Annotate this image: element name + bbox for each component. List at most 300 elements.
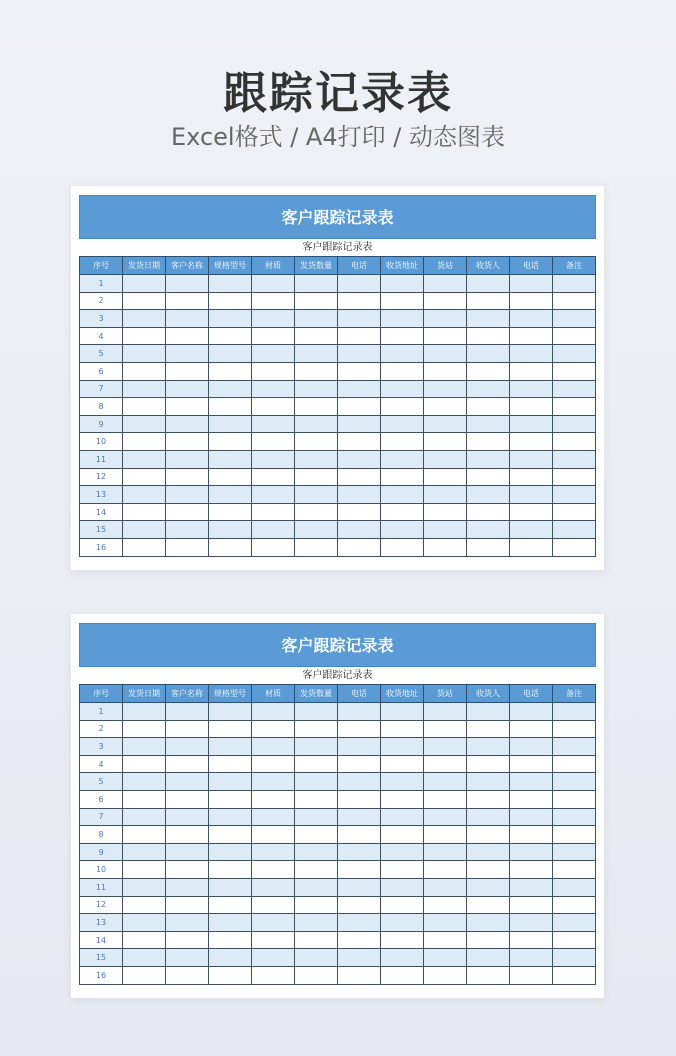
table-cell[interactable] xyxy=(381,738,424,756)
table-cell[interactable] xyxy=(166,931,209,949)
table-cell[interactable] xyxy=(166,720,209,738)
table-cell[interactable] xyxy=(166,703,209,721)
table-cell[interactable] xyxy=(166,843,209,861)
table-cell[interactable] xyxy=(209,398,252,416)
table-cell[interactable] xyxy=(252,380,295,398)
row-number-cell[interactable]: 8 xyxy=(80,398,123,416)
table-cell[interactable] xyxy=(123,720,166,738)
table-cell[interactable] xyxy=(467,380,510,398)
table-cell[interactable] xyxy=(338,433,381,451)
table-cell[interactable] xyxy=(553,468,596,486)
table-cell[interactable] xyxy=(252,345,295,363)
table-cell[interactable] xyxy=(338,503,381,521)
table-cell[interactable] xyxy=(338,345,381,363)
table-cell[interactable] xyxy=(424,790,467,808)
row-number-cell[interactable]: 7 xyxy=(80,808,123,826)
table-cell[interactable] xyxy=(510,362,553,380)
table-cell[interactable] xyxy=(467,433,510,451)
table-cell[interactable] xyxy=(209,380,252,398)
table-cell[interactable] xyxy=(553,521,596,539)
table-cell[interactable] xyxy=(424,826,467,844)
table-cell[interactable] xyxy=(166,790,209,808)
table-cell[interactable] xyxy=(252,292,295,310)
table-cell[interactable] xyxy=(467,931,510,949)
table-cell[interactable] xyxy=(209,914,252,932)
table-cell[interactable] xyxy=(381,275,424,293)
table-cell[interactable] xyxy=(252,450,295,468)
table-cell[interactable] xyxy=(295,843,338,861)
table-cell[interactable] xyxy=(381,538,424,556)
table-cell[interactable] xyxy=(553,861,596,879)
table-cell[interactable] xyxy=(252,468,295,486)
table-cell[interactable] xyxy=(510,433,553,451)
table-cell[interactable] xyxy=(252,931,295,949)
table-cell[interactable] xyxy=(252,720,295,738)
table-cell[interactable] xyxy=(166,914,209,932)
table-cell[interactable] xyxy=(338,808,381,826)
table-cell[interactable] xyxy=(252,966,295,984)
table-cell[interactable] xyxy=(510,738,553,756)
table-cell[interactable] xyxy=(338,521,381,539)
table-cell[interactable] xyxy=(252,826,295,844)
table-cell[interactable] xyxy=(209,931,252,949)
table-cell[interactable] xyxy=(123,790,166,808)
table-cell[interactable] xyxy=(166,433,209,451)
table-cell[interactable] xyxy=(381,808,424,826)
row-number-cell[interactable]: 4 xyxy=(80,327,123,345)
table-cell[interactable] xyxy=(123,703,166,721)
table-cell[interactable] xyxy=(166,415,209,433)
table-cell[interactable] xyxy=(553,486,596,504)
table-cell[interactable] xyxy=(123,738,166,756)
table-cell[interactable] xyxy=(424,738,467,756)
table-cell[interactable] xyxy=(381,345,424,363)
table-cell[interactable] xyxy=(381,398,424,416)
table-cell[interactable] xyxy=(553,966,596,984)
table-cell[interactable] xyxy=(295,861,338,879)
row-number-cell[interactable]: 11 xyxy=(80,450,123,468)
table-cell[interactable] xyxy=(381,468,424,486)
table-cell[interactable] xyxy=(252,843,295,861)
table-cell[interactable] xyxy=(295,468,338,486)
table-cell[interactable] xyxy=(424,486,467,504)
table-cell[interactable] xyxy=(209,703,252,721)
table-cell[interactable] xyxy=(295,275,338,293)
table-cell[interactable] xyxy=(338,843,381,861)
table-cell[interactable] xyxy=(166,808,209,826)
table-cell[interactable] xyxy=(209,292,252,310)
table-cell[interactable] xyxy=(381,896,424,914)
table-cell[interactable] xyxy=(338,486,381,504)
table-cell[interactable] xyxy=(209,468,252,486)
table-cell[interactable] xyxy=(123,826,166,844)
table-cell[interactable] xyxy=(338,896,381,914)
table-cell[interactable] xyxy=(424,861,467,879)
table-cell[interactable] xyxy=(381,415,424,433)
table-cell[interactable] xyxy=(510,275,553,293)
table-cell[interactable] xyxy=(553,327,596,345)
table-cell[interactable] xyxy=(553,703,596,721)
table-cell[interactable] xyxy=(381,790,424,808)
table-cell[interactable] xyxy=(467,521,510,539)
table-cell[interactable] xyxy=(209,790,252,808)
table-cell[interactable] xyxy=(252,327,295,345)
table-cell[interactable] xyxy=(467,773,510,791)
table-cell[interactable] xyxy=(295,790,338,808)
table-cell[interactable] xyxy=(424,415,467,433)
table-cell[interactable] xyxy=(510,327,553,345)
table-cell[interactable] xyxy=(123,808,166,826)
table-cell[interactable] xyxy=(510,720,553,738)
table-cell[interactable] xyxy=(381,826,424,844)
table-cell[interactable] xyxy=(467,720,510,738)
table-cell[interactable] xyxy=(338,878,381,896)
table-cell[interactable] xyxy=(295,433,338,451)
table-cell[interactable] xyxy=(553,914,596,932)
table-cell[interactable] xyxy=(209,773,252,791)
row-number-cell[interactable]: 15 xyxy=(80,521,123,539)
table-cell[interactable] xyxy=(252,755,295,773)
table-cell[interactable] xyxy=(510,755,553,773)
table-cell[interactable] xyxy=(338,362,381,380)
table-cell[interactable] xyxy=(166,826,209,844)
table-cell[interactable] xyxy=(424,468,467,486)
table-cell[interactable] xyxy=(467,703,510,721)
table-cell[interactable] xyxy=(381,433,424,451)
table-cell[interactable] xyxy=(553,896,596,914)
table-cell[interactable] xyxy=(252,362,295,380)
table-cell[interactable] xyxy=(424,843,467,861)
table-cell[interactable] xyxy=(467,292,510,310)
table-cell[interactable] xyxy=(252,896,295,914)
row-number-cell[interactable]: 8 xyxy=(80,826,123,844)
table-cell[interactable] xyxy=(553,362,596,380)
table-cell[interactable] xyxy=(166,896,209,914)
table-cell[interactable] xyxy=(209,896,252,914)
table-cell[interactable] xyxy=(424,808,467,826)
row-number-cell[interactable]: 14 xyxy=(80,931,123,949)
table-cell[interactable] xyxy=(510,790,553,808)
table-cell[interactable] xyxy=(252,878,295,896)
table-cell[interactable] xyxy=(295,720,338,738)
row-number-cell[interactable]: 9 xyxy=(80,843,123,861)
table-cell[interactable] xyxy=(467,275,510,293)
table-cell[interactable] xyxy=(553,450,596,468)
table-cell[interactable] xyxy=(467,398,510,416)
row-number-cell[interactable]: 6 xyxy=(80,362,123,380)
table-cell[interactable] xyxy=(295,327,338,345)
table-cell[interactable] xyxy=(553,310,596,328)
table-cell[interactable] xyxy=(295,310,338,328)
table-cell[interactable] xyxy=(381,843,424,861)
table-cell[interactable] xyxy=(510,538,553,556)
table-cell[interactable] xyxy=(510,966,553,984)
table-cell[interactable] xyxy=(338,826,381,844)
row-number-cell[interactable]: 13 xyxy=(80,486,123,504)
table-cell[interactable] xyxy=(338,327,381,345)
table-cell[interactable] xyxy=(123,310,166,328)
table-cell[interactable] xyxy=(252,398,295,416)
table-cell[interactable] xyxy=(338,914,381,932)
table-cell[interactable] xyxy=(166,362,209,380)
table-cell[interactable] xyxy=(295,486,338,504)
table-cell[interactable] xyxy=(295,738,338,756)
table-cell[interactable] xyxy=(209,450,252,468)
table-cell[interactable] xyxy=(295,398,338,416)
table-cell[interactable] xyxy=(424,345,467,363)
table-cell[interactable] xyxy=(338,380,381,398)
table-cell[interactable] xyxy=(252,538,295,556)
table-cell[interactable] xyxy=(338,720,381,738)
table-cell[interactable] xyxy=(424,292,467,310)
row-number-cell[interactable]: 4 xyxy=(80,755,123,773)
table-cell[interactable] xyxy=(209,966,252,984)
table-cell[interactable] xyxy=(209,433,252,451)
table-cell[interactable] xyxy=(295,703,338,721)
row-number-cell[interactable]: 2 xyxy=(80,292,123,310)
table-cell[interactable] xyxy=(338,538,381,556)
table-cell[interactable] xyxy=(123,468,166,486)
table-cell[interactable] xyxy=(338,310,381,328)
table-cell[interactable] xyxy=(553,738,596,756)
table-cell[interactable] xyxy=(295,949,338,967)
table-cell[interactable] xyxy=(123,362,166,380)
table-cell[interactable] xyxy=(123,878,166,896)
row-number-cell[interactable]: 10 xyxy=(80,433,123,451)
table-cell[interactable] xyxy=(295,826,338,844)
table-cell[interactable] xyxy=(252,808,295,826)
table-cell[interactable] xyxy=(252,275,295,293)
table-cell[interactable] xyxy=(510,380,553,398)
table-cell[interactable] xyxy=(424,398,467,416)
table-cell[interactable] xyxy=(467,538,510,556)
table-cell[interactable] xyxy=(123,755,166,773)
table-cell[interactable] xyxy=(381,362,424,380)
table-cell[interactable] xyxy=(123,914,166,932)
table-cell[interactable] xyxy=(467,310,510,328)
table-cell[interactable] xyxy=(166,380,209,398)
table-cell[interactable] xyxy=(467,503,510,521)
table-cell[interactable] xyxy=(424,275,467,293)
row-number-cell[interactable]: 2 xyxy=(80,720,123,738)
table-cell[interactable] xyxy=(510,896,553,914)
table-cell[interactable] xyxy=(553,345,596,363)
table-cell[interactable] xyxy=(510,292,553,310)
table-cell[interactable] xyxy=(295,931,338,949)
table-cell[interactable] xyxy=(381,503,424,521)
table-cell[interactable] xyxy=(252,521,295,539)
table-cell[interactable] xyxy=(553,949,596,967)
table-cell[interactable] xyxy=(338,773,381,791)
table-cell[interactable] xyxy=(209,327,252,345)
table-cell[interactable] xyxy=(553,826,596,844)
table-cell[interactable] xyxy=(123,398,166,416)
table-cell[interactable] xyxy=(424,433,467,451)
table-cell[interactable] xyxy=(510,468,553,486)
table-cell[interactable] xyxy=(467,362,510,380)
table-cell[interactable] xyxy=(424,896,467,914)
table-cell[interactable] xyxy=(123,949,166,967)
table-cell[interactable] xyxy=(467,415,510,433)
table-cell[interactable] xyxy=(123,486,166,504)
table-cell[interactable] xyxy=(166,966,209,984)
table-cell[interactable] xyxy=(166,861,209,879)
table-cell[interactable] xyxy=(424,327,467,345)
row-number-cell[interactable]: 6 xyxy=(80,790,123,808)
table-cell[interactable] xyxy=(381,861,424,879)
table-cell[interactable] xyxy=(424,773,467,791)
table-cell[interactable] xyxy=(553,931,596,949)
table-cell[interactable] xyxy=(510,861,553,879)
table-cell[interactable] xyxy=(209,738,252,756)
table-cell[interactable] xyxy=(295,292,338,310)
table-cell[interactable] xyxy=(295,345,338,363)
table-cell[interactable] xyxy=(295,521,338,539)
table-cell[interactable] xyxy=(123,521,166,539)
row-number-cell[interactable]: 13 xyxy=(80,914,123,932)
table-cell[interactable] xyxy=(295,362,338,380)
table-cell[interactable] xyxy=(381,755,424,773)
table-cell[interactable] xyxy=(553,790,596,808)
row-number-cell[interactable]: 7 xyxy=(80,380,123,398)
table-cell[interactable] xyxy=(510,503,553,521)
table-cell[interactable] xyxy=(381,521,424,539)
table-cell[interactable] xyxy=(467,755,510,773)
table-cell[interactable] xyxy=(295,538,338,556)
table-cell[interactable] xyxy=(209,878,252,896)
table-cell[interactable] xyxy=(467,966,510,984)
table-cell[interactable] xyxy=(123,843,166,861)
table-cell[interactable] xyxy=(381,878,424,896)
table-cell[interactable] xyxy=(424,755,467,773)
table-cell[interactable] xyxy=(381,327,424,345)
table-cell[interactable] xyxy=(123,292,166,310)
table-cell[interactable] xyxy=(252,703,295,721)
table-cell[interactable] xyxy=(295,808,338,826)
table-cell[interactable] xyxy=(123,966,166,984)
table-cell[interactable] xyxy=(123,450,166,468)
table-cell[interactable] xyxy=(553,538,596,556)
table-cell[interactable] xyxy=(424,703,467,721)
table-cell[interactable] xyxy=(123,931,166,949)
table-cell[interactable] xyxy=(252,486,295,504)
table-cell[interactable] xyxy=(381,773,424,791)
table-cell[interactable] xyxy=(209,503,252,521)
table-cell[interactable] xyxy=(166,398,209,416)
row-number-cell[interactable]: 12 xyxy=(80,468,123,486)
table-cell[interactable] xyxy=(295,914,338,932)
table-cell[interactable] xyxy=(467,486,510,504)
table-cell[interactable] xyxy=(381,486,424,504)
table-cell[interactable] xyxy=(123,327,166,345)
table-cell[interactable] xyxy=(166,738,209,756)
table-cell[interactable] xyxy=(123,503,166,521)
table-cell[interactable] xyxy=(510,398,553,416)
row-number-cell[interactable]: 9 xyxy=(80,415,123,433)
table-cell[interactable] xyxy=(510,486,553,504)
table-cell[interactable] xyxy=(510,914,553,932)
table-cell[interactable] xyxy=(295,896,338,914)
table-cell[interactable] xyxy=(252,503,295,521)
table-cell[interactable] xyxy=(424,931,467,949)
table-cell[interactable] xyxy=(424,966,467,984)
table-cell[interactable] xyxy=(467,790,510,808)
table-cell[interactable] xyxy=(252,773,295,791)
table-cell[interactable] xyxy=(510,450,553,468)
row-number-cell[interactable]: 3 xyxy=(80,738,123,756)
row-number-cell[interactable]: 10 xyxy=(80,861,123,879)
table-cell[interactable] xyxy=(424,538,467,556)
row-number-cell[interactable]: 12 xyxy=(80,896,123,914)
row-number-cell[interactable]: 16 xyxy=(80,538,123,556)
row-number-cell[interactable]: 11 xyxy=(80,878,123,896)
table-cell[interactable] xyxy=(467,468,510,486)
table-cell[interactable] xyxy=(209,345,252,363)
table-cell[interactable] xyxy=(553,398,596,416)
table-cell[interactable] xyxy=(166,327,209,345)
table-cell[interactable] xyxy=(553,433,596,451)
table-cell[interactable] xyxy=(424,878,467,896)
table-cell[interactable] xyxy=(510,415,553,433)
table-cell[interactable] xyxy=(252,790,295,808)
table-cell[interactable] xyxy=(209,843,252,861)
table-cell[interactable] xyxy=(252,433,295,451)
table-cell[interactable] xyxy=(381,450,424,468)
table-cell[interactable] xyxy=(424,380,467,398)
table-cell[interactable] xyxy=(338,966,381,984)
table-cell[interactable] xyxy=(209,861,252,879)
row-number-cell[interactable]: 16 xyxy=(80,966,123,984)
table-cell[interactable] xyxy=(510,521,553,539)
table-cell[interactable] xyxy=(338,861,381,879)
table-cell[interactable] xyxy=(252,861,295,879)
table-cell[interactable] xyxy=(553,843,596,861)
table-cell[interactable] xyxy=(252,949,295,967)
table-cell[interactable] xyxy=(166,503,209,521)
table-cell[interactable] xyxy=(166,310,209,328)
table-cell[interactable] xyxy=(510,345,553,363)
table-cell[interactable] xyxy=(553,773,596,791)
table-cell[interactable] xyxy=(424,450,467,468)
table-cell[interactable] xyxy=(295,878,338,896)
table-cell[interactable] xyxy=(424,720,467,738)
table-cell[interactable] xyxy=(553,292,596,310)
table-cell[interactable] xyxy=(381,380,424,398)
table-cell[interactable] xyxy=(338,949,381,967)
table-cell[interactable] xyxy=(295,450,338,468)
table-cell[interactable] xyxy=(166,345,209,363)
table-cell[interactable] xyxy=(123,773,166,791)
table-cell[interactable] xyxy=(338,738,381,756)
table-cell[interactable] xyxy=(510,773,553,791)
table-cell[interactable] xyxy=(381,931,424,949)
table-cell[interactable] xyxy=(381,720,424,738)
table-cell[interactable] xyxy=(424,503,467,521)
row-number-cell[interactable]: 1 xyxy=(80,703,123,721)
row-number-cell[interactable]: 5 xyxy=(80,773,123,791)
row-number-cell[interactable]: 14 xyxy=(80,503,123,521)
table-cell[interactable] xyxy=(467,914,510,932)
table-cell[interactable] xyxy=(166,468,209,486)
table-cell[interactable] xyxy=(510,310,553,328)
table-cell[interactable] xyxy=(553,275,596,293)
table-cell[interactable] xyxy=(295,966,338,984)
table-cell[interactable] xyxy=(467,878,510,896)
table-cell[interactable] xyxy=(467,826,510,844)
table-cell[interactable] xyxy=(252,415,295,433)
table-cell[interactable] xyxy=(166,773,209,791)
table-cell[interactable] xyxy=(424,362,467,380)
